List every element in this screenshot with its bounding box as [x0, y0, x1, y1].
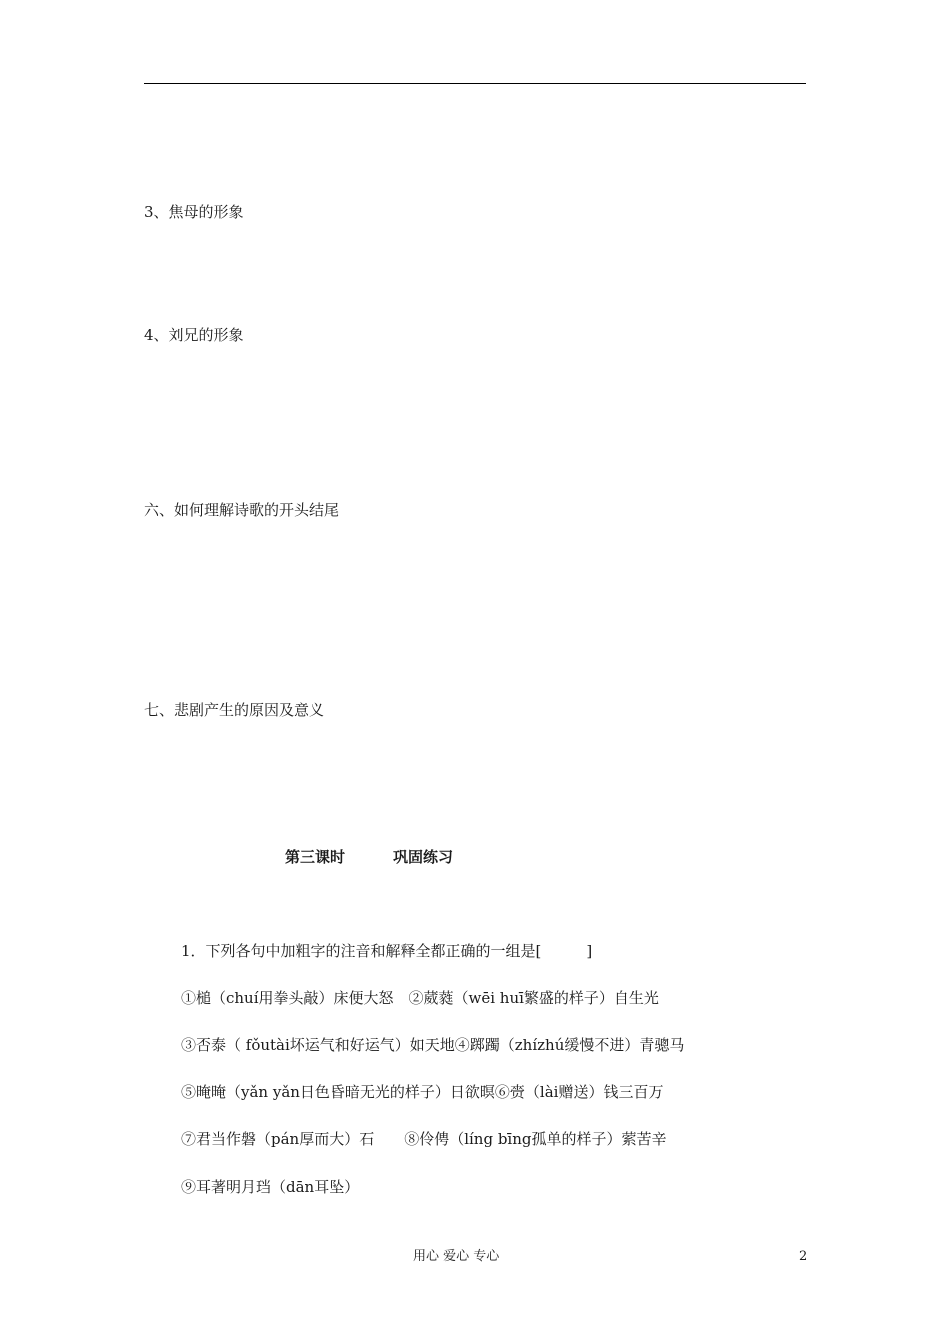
exercise-question: 1．下列各句中加粗字的注音和解释全都正确的一组是[ ]	[181, 942, 593, 960]
footer-motto: 用心 爱心 专心	[413, 1249, 500, 1264]
exercise-item: ③否泰（ fǒutài坏运气和好运气）如天地④踯躅（zhízhú缓慢不进）青骢马	[181, 1036, 685, 1054]
section-tragedy-cause: 七、悲剧产生的原因及意义	[144, 701, 325, 719]
section-opening-ending: 六、如何理解诗歌的开头结尾	[144, 501, 340, 519]
exercise-item: ⑦君当作磐（pán厚而大）石 ⑧伶俜（líng bīng孤单的样子）萦苦辛	[181, 1130, 667, 1148]
exercise-item: ⑨耳著明月珰（dān耳坠）	[181, 1178, 360, 1196]
section-jiaomu: 3、焦母的形象	[144, 203, 244, 221]
lesson-subtitle: 巩固练习	[393, 848, 454, 866]
lesson-title: 第三课时	[285, 848, 346, 866]
page-number: 2	[799, 1249, 808, 1264]
exercise-item: ①槌（chuí用拳头敲）床便大怒 ②葳蕤（wēi huī繁盛的样子）自生光	[181, 989, 659, 1007]
exercise-item: ⑤晻晻（yǎn yǎn日色昏暗无光的样子）日欲暝⑥赍（lài赠送）钱三百万	[181, 1083, 664, 1101]
header-rule	[144, 83, 806, 84]
section-liuxiong: 4、刘兄的形象	[144, 326, 244, 344]
